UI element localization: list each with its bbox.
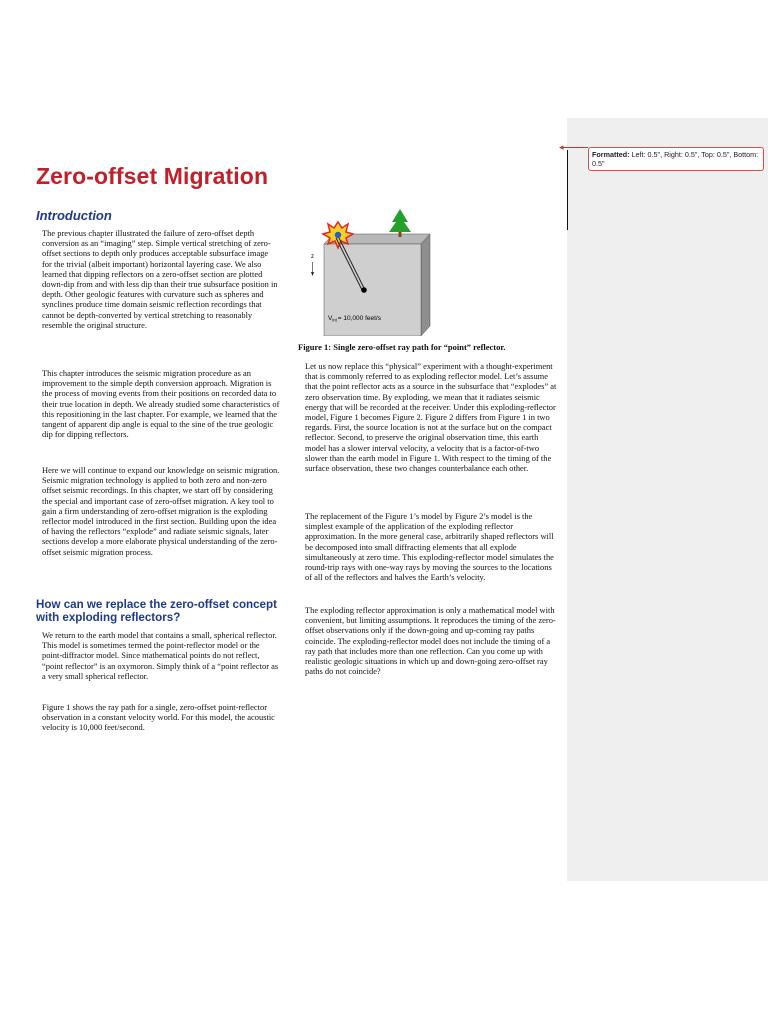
earth-block-front <box>324 244 421 336</box>
intro-paragraph-1: The previous chapter illustrated the failure of zero-offset depth conversion as an “imaging” step. Simple vertical stretching of zero-offset sections to depth only produces acceptable subsurface image for the trivial (albeit important) horizontal layering case. We also learned that dipping reflectors on a zero-offset section are plotted down-dip from and with less dip than their true subsurface position in depth. Other geologic features with curvature such as spheres and synclines produce time domain seismic reflection recordings that cannot be depth-converted by vertical stretching to reasonably resemble the original structure. <box>42 228 278 330</box>
point-reflector <box>361 287 367 293</box>
section-paragraph-1: We return to the earth model that contains a small, spherical reflector. This model is sometimes termed the point-reflector model or the point-diffractor model. Since mathematical points do not reflect, “point reflector” is an oxymoron. Simply think of a “point reflector as a very small spherical reflector. <box>42 630 279 681</box>
comment-text: Left: 0.5", Right: 0.5", Top: 0.5", Bottom: 0.5" <box>592 150 759 169</box>
comment-margin-pane <box>567 118 768 881</box>
comment-label: Formatted: <box>592 150 630 159</box>
figure-1-diagram <box>306 208 431 336</box>
depth-axis-label: z <box>311 254 314 260</box>
right-paragraph-3: The exploding reflector approximation is only a mathematical model with convenient, but limiting assumptions. It reproduces the timing of the zero-offset observations only if the down-going and up-coming ray paths coincide. The exploding-reflector model does not include the timing of a ray path that includes more than one reflection. Can you come up with realistic geologic situations in which up and down-going zero-offset ray paths do not coincide? <box>305 605 556 677</box>
right-paragraph-2: The replacement of the Figure 1’s model by Figure 2’s model is the simplest example of the application of the exploding reflector approximation. In the more general case, arbitrarily shaped reflectors will be decomposed into small diffracting elements that all explode simultaneously at zero time. This exploding-reflector model simulates the round-trip rays with one-way rays by moving the sources to the locations of all of the reflectors and halves the Earth’s velocity. <box>305 511 554 583</box>
intro-paragraph-2: This chapter introduces the seismic migration procedure as an improvement to the simple depth conversion approach. Migration is the process of moving events from their positions on recorded data to their true location in depth. We already studied some characteristics of this repositioning in the last chapter. For example, we learned that the tangent of apparent dip angle is equal to the sine of the true geologic dip for dipping reflectors. <box>42 368 280 440</box>
intro-paragraph-3: Here we will continue to expand our knowledge on seismic migration. Seismic migration technology is applied to both zero and non-zero offset seismic recordings. In this chapter, we start off by considering the special and important case of zero-offset migration. A key tool to gain a firm understanding of zero-offset migration is the exploding reflector model introduced in the first section. Building upon the idea of having the reflectors “explode” and radiate seismic signals, later sections develop a more elaborate physical understanding of the zero-offset seismic migration process. <box>42 465 280 557</box>
comment-anchor-icon: ◂ <box>559 142 564 152</box>
page-lower-area <box>567 881 768 1024</box>
velocity-label: $V_{int}= 10,000$ feet/s <box>328 315 381 323</box>
tree-icon <box>389 209 411 237</box>
document-title: Zero-offset Migration <box>36 163 269 189</box>
section-heading: How can we replace the zero-offset concept with exploding reflectors? <box>36 598 277 624</box>
formatting-comment-balloon[interactable] <box>588 147 764 171</box>
right-paragraph-1: Let us now replace this “physical” experiment with a thought-experiment that is commonly referred to as exploding reflector model. Let’s assume that the point reflector acts as a source in the subsurface that “explodes” at zero observation time. By exploding, we mean that it radiates seismic energy that will be recorded at the receiver. Under this exploding-reflector model, Figure 1 becomes Figure 2. Figure 2 differs from Figure 1 in two regards. First, the source location is not at the surface but on the compact reflector. Second, to preserve the original observation time, this earth model has a slower interval velocity, a velocity that is a factor-of-two slower than the earth model in Figure 1. With respect to the timing of the surface observation, these two changes counterbalance each other. <box>305 361 557 474</box>
section-paragraph-2: Figure 1 shows the ray path for a single, zero-offset point-reflector observation in a constant velocity world. For this model, the acoustic velocity is 10,000 feet/second. <box>42 702 275 733</box>
comment-connector-line <box>562 147 588 148</box>
earth-block-side <box>421 234 430 336</box>
figure-caption: Figure 1: Single zero-offset ray path for “point” reflector. <box>298 342 506 352</box>
change-bar <box>567 150 568 230</box>
source-burst-icon <box>323 222 353 248</box>
introduction-heading: Introduction <box>36 208 112 223</box>
